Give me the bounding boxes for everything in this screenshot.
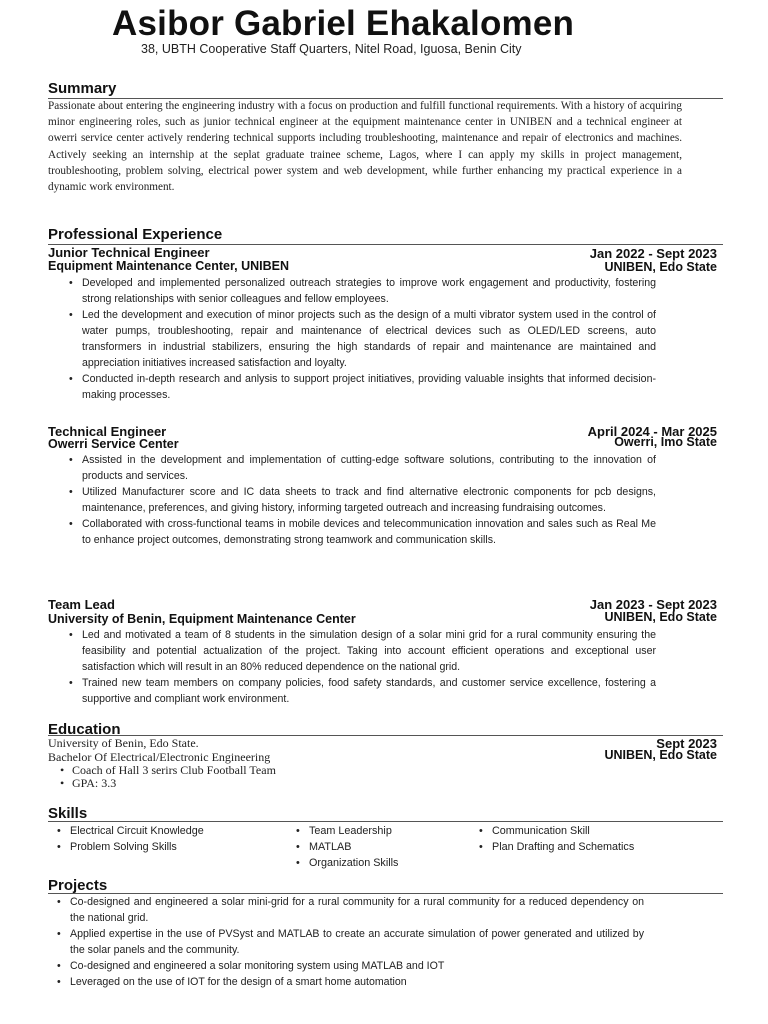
list-item: • Utilized Manufacturer score and IC data sheets to track and find alternative electronic components for pcb designs, maintenance, preferences, and giving history, informing targeted outreach and increasing fundraising outcomes. (68, 484, 656, 516)
skills-column-1 (56, 823, 204, 855)
job-date: Jan 2022 - Sept 2023 (589, 246, 717, 261)
project-bullets (56, 894, 644, 990)
education-degree: Bachelor Of Electrical/Electronic Engineering (48, 750, 271, 764)
list-item: • Led the development and execution of minor projects such as the design of a multi vibrator system used in the control of water pumps, troubleshooting, repair and maintenance of electrical devices such as OLED/LED screens, auto transformers in industrial stabilizers, ensuring the high standards of repair and maintenance are maintained and appreciation initiatives increased satisfaction and loyalty. (68, 307, 656, 371)
education-date: Sept 2023 (656, 736, 717, 751)
list-item: • GPA: 3.3 (60, 777, 276, 790)
job-organization: Equipment Maintenance Center, UNIBEN (48, 259, 290, 273)
summary-heading: Summary (48, 80, 117, 97)
list-item: • Communication Skill (478, 823, 634, 839)
list-item: • Team Leadership (295, 823, 398, 839)
list-item: • Applied expertise in the use of PVSyst and MATLAB to create an accurate simulation of power generated and utilized by the solar panels and the community. (56, 926, 644, 958)
list-item: • Leveraged on the use of IOT for the design of a smart home automation (56, 974, 644, 990)
education-location: UNIBEN, Edo State (604, 748, 717, 762)
list-item: • Led and motivated a team of 8 students in the simulation design of a solar mini grid for a rural community ensuring the feasibility and potential actualization of the project. Taking into account efficient operations and exceptional user satisfaction which will result in an 80% reduced dependence on the national grid. (68, 627, 656, 675)
list-item: • Developed and implemented personalized outreach strategies to improve work engagement and productivity, fostering strong relationships with senior colleagues and fellow employees. (68, 275, 656, 307)
candidate-address: 38, UBTH Cooperative Staff Quarters, Nitel Road, Iguosa, Benin City (141, 42, 522, 56)
job-location: Owerri, Imo State (614, 435, 717, 449)
list-item: • Co-designed and engineered a solar monitoring system using MATLAB and IOT (56, 958, 644, 974)
list-item: • Co-designed and engineered a solar mini-grid for a rural community for a rural community for a reduced dependency on the national grid. (56, 894, 644, 926)
list-item: • MATLAB (295, 839, 398, 855)
list-item: • Coach of Hall 3 serirs Club Football Team (60, 764, 276, 777)
education-heading: Education (48, 721, 121, 738)
job-title: Junior Technical Engineer (48, 245, 210, 260)
job-bullets (68, 627, 656, 707)
job-organization: Owerri Service Center (48, 437, 179, 451)
list-item: • Trained new team members on company policies, food safety standards, and customer service excellence, fostering a supportive and compliant work environment. (68, 675, 656, 707)
experience-heading: Professional Experience (48, 226, 223, 243)
job-bullets (68, 452, 656, 548)
skills-heading: Skills (48, 805, 88, 822)
job-organization: University of Benin, Equipment Maintenance Center (48, 612, 356, 626)
list-item: • Assisted in the development and implementation of cutting-edge software solutions, contributing to the innovation of products and services. (68, 452, 656, 484)
candidate-name: Asibor Gabriel Ehakalomen (112, 4, 575, 43)
education-school: University of Benin, Edo State. (48, 736, 199, 750)
summary-text: Passionate about entering the engineering industry with a focus on production and fulfill functional requirements. With a history of acquiring minor engineering roles, such as junior technical engineer at the equipment maintenance center in UNIBEN and a technical engineer at owerri service center actively rendering technical supports including troubleshooting, maintenance and repair of electronics and machines. Actively seeking an internship at the seplat graduate trainee scheme, Lagos, where I can apply my skills in project management, troubleshooting, problem solving, electrical power system and web development, while further enhancing my practical experience in a dynamic work environment. (48, 100, 682, 194)
projects-heading: Projects (48, 877, 108, 894)
job-location: UNIBEN, Edo State (604, 260, 717, 274)
skills-divider (48, 821, 723, 822)
education-bullets (60, 764, 276, 790)
list-item: • Problem Solving Skills (56, 839, 204, 855)
list-item: • Plan Drafting and Schematics (478, 839, 634, 855)
list-item: • Electrical Circuit Knowledge (56, 823, 204, 839)
list-item: • Collaborated with cross-functional teams in mobile devices and telecommunication innovation and sales such as Real Me to enhance project outcomes, demonstrating strong teamwork and communication skills. (68, 516, 656, 548)
job-location: UNIBEN, Edo State (604, 610, 717, 624)
job-date: April 2024 - Mar 2025 (587, 424, 717, 439)
job-bullets (68, 275, 656, 403)
job-date: Jan 2023 - Sept 2023 (589, 597, 717, 612)
job-title: Team Lead (48, 597, 115, 612)
skills-column-3 (478, 823, 634, 855)
list-item: • Conducted in-depth research and anlysis to support project initiatives, providing valuable insights that informed decision-making processes. (68, 371, 656, 403)
skills-column-2 (295, 823, 398, 871)
list-item: • Organization Skills (295, 855, 398, 871)
job-title: Technical Engineer (48, 424, 167, 439)
